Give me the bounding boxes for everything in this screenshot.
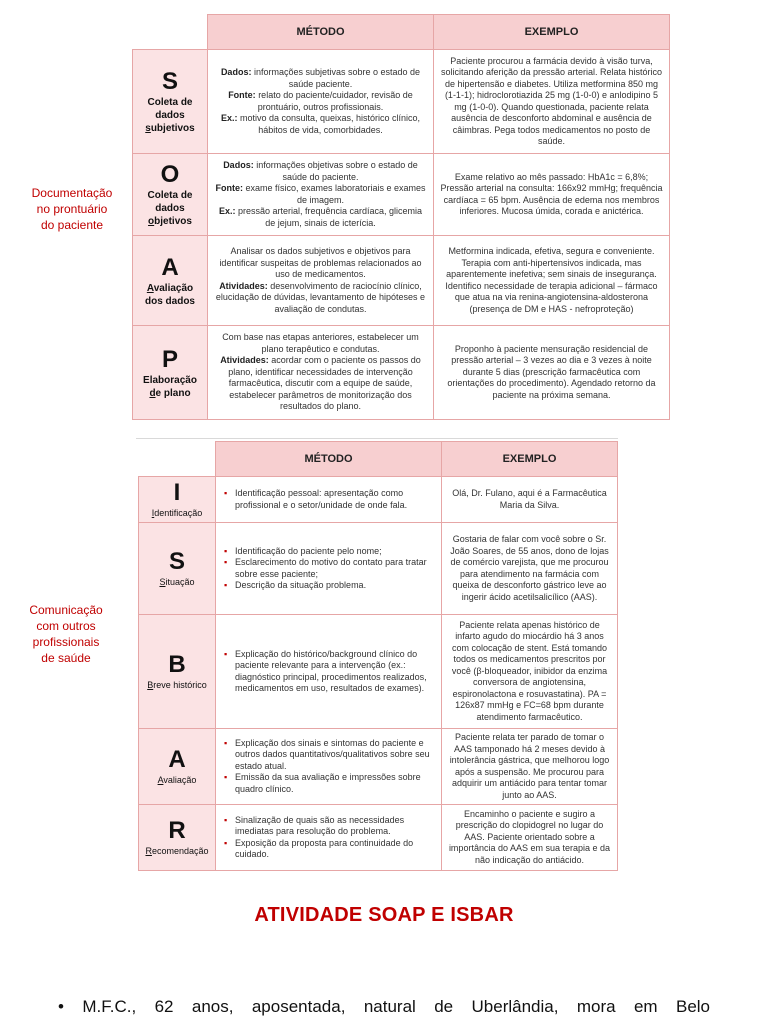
- isbar-example-cell: Paciente relata ter parado de tomar o AAS tamponado há 2 meses devido à intolerância gástrica, que melhorou logo após a suspensão. Me procurou para adquirir um antiácido para tentar tomar junto ao AAS.: [442, 729, 618, 805]
- isbar-letter: R: [168, 817, 186, 844]
- method-text: Analisar os dados subjetivos e objetivos para identificar suspeitas de problemas relacionados ao uso de medicamentos.: [219, 246, 422, 279]
- method-term: Atividades:: [219, 280, 268, 291]
- isbar-key-name: Avaliação: [157, 775, 197, 785]
- table-row: [139, 805, 618, 871]
- soap-key-p: [133, 326, 208, 420]
- isbar-letter: A: [168, 746, 186, 773]
- isbar-side-label-line: com outros: [36, 619, 96, 633]
- soap-key-name: de plano: [149, 387, 191, 399]
- isbar-key-r: [139, 805, 216, 871]
- method-term: Atividades:: [220, 355, 269, 366]
- soap-side-label: [16, 185, 128, 233]
- soap-key-name: dados: [155, 110, 185, 121]
- isbar-key-s: [139, 523, 216, 615]
- method-text: Com base nas etapas anteriores, estabelecer um plano terapêutico e condutas.: [222, 332, 419, 354]
- isbar-key-name: Breve histórico: [147, 680, 207, 690]
- soap-key-name: Coleta de: [147, 190, 193, 201]
- table-row: [133, 326, 670, 420]
- soap-method-cell: [208, 50, 434, 154]
- soap-method-cell: [208, 326, 434, 420]
- method-text: relato do paciente/cuidador, revisão de prontuário, outros profissionais.: [255, 90, 413, 112]
- method-text: exame físico, exames laboratoriais e exames de imagem.: [242, 183, 426, 205]
- soap-method-cell: [208, 154, 434, 236]
- isbar-key-b: [139, 615, 216, 729]
- soap-method-cell: [208, 236, 434, 326]
- table-row: [139, 477, 618, 523]
- soap-side-label-line: no prontuário: [36, 202, 108, 216]
- method-term: Fonte:: [215, 183, 243, 193]
- header-blank-cell: [133, 15, 208, 50]
- soap-side-label-line: Documentação: [31, 186, 113, 200]
- soap-header-row: [133, 15, 670, 50]
- soap-example-cell: Metformina indicada, efetiva, segura e conveniente. Terapia com anti-hipertensivos indicada, mas aparentemente inefetiva; sem sinais de insegurança. Identifico necessidade de terapia adicional – fármaco que atua na via renina-angiotensina-aldosterona (presença de DM e HAS - nefroproteção): [434, 236, 670, 326]
- soap-letter: A: [161, 253, 179, 281]
- isbar-letter: B: [168, 651, 186, 678]
- table-row: [139, 729, 618, 805]
- soap-key-a: [133, 236, 208, 326]
- isbar-example-header: EXEMPLO: [442, 442, 618, 477]
- page-title: ATIVIDADE SOAP E ISBAR: [254, 904, 514, 926]
- soap-key-name: Avaliação: [146, 282, 194, 294]
- soap-letter: S: [161, 68, 178, 95]
- isbar-method-cell: [216, 523, 442, 615]
- soap-key-name: objetivos: [148, 216, 192, 227]
- method-text: desenvolvimento de raciocínio clínico, elucidação de dúvidas, levantamento de hipóteses e avaliação de condutas.: [215, 280, 426, 314]
- list-item: ▪ Descrição da situação problema.: [235, 580, 436, 592]
- soap-key-name: Coleta de: [147, 97, 193, 108]
- isbar-key-i: [139, 477, 216, 523]
- isbar-method-cell: [216, 477, 442, 523]
- list-item: ▪ Explicação dos sinais e sintomas do paciente e outros dados quantitativos/qualitativos sobre seu estado atual.: [235, 738, 436, 773]
- table-row: [133, 154, 670, 236]
- isbar-example-cell: Encaminho o paciente e sugiro a prescrição do clopidogrel no lugar do AAS. Paciente orientado sobre a importância do AAS em sua terapia e da não indicação do antiácido.: [442, 805, 618, 871]
- isbar-example-cell: Olá, Dr. Fulano, aqui é a Farmacêutica Maria da Silva.: [442, 477, 618, 523]
- isbar-side-label-line: Comunicação: [29, 603, 103, 617]
- isbar-method-cell: [216, 729, 442, 805]
- header-blank-cell: [139, 442, 216, 477]
- soap-key-s: [133, 50, 208, 154]
- list-item: ▪ Exposição da proposta para continuidade do cuidado.: [235, 838, 436, 861]
- isbar-key-name: Situação: [159, 577, 195, 587]
- isbar-side-label: [10, 602, 122, 666]
- isbar-letter: S: [168, 548, 185, 575]
- method-text: motivo da consulta, queixas, histórico clínico, hábitos de vida, comorbidades.: [237, 113, 421, 135]
- isbar-example-cell: Paciente relata apenas histórico de infarto agudo do miocárdio há 3 anos com colocação de stent. Está tomando todos os medicamentos prescritos por você (β-bloqueador, inibidor da enzima conversora de angiotensina, espironolactona e rosuvastatina). PA = 126x87 mmHg e FC=68 bpm durante atendimento farmacêutico.: [442, 615, 618, 729]
- isbar-side-label-line: de saúde: [41, 651, 91, 665]
- isbar-key-name: Identificação: [151, 508, 203, 518]
- isbar-method-cell: [216, 615, 442, 729]
- soap-table: [132, 14, 670, 420]
- section-divider: [136, 438, 618, 439]
- list-item: ▪ Explicação do histórico/background clínico do paciente relevante para a intervenção (ex.: diagnóstico principal, procedimentos realizados, medicamentos em uso, resultados de exames).: [235, 649, 436, 695]
- list-item: ▪ Identificação do paciente pelo nome;: [235, 546, 436, 558]
- soap-letter: P: [161, 345, 178, 373]
- table-row: [133, 236, 670, 326]
- soap-key-name: dos dados: [144, 295, 195, 307]
- table-row: [139, 615, 618, 729]
- list-item: ▪ Emissão da sua avaliação e impressões sobre quadro clínico.: [235, 772, 436, 795]
- soap-key-name: subjetivos: [145, 123, 195, 134]
- isbar-example-cell: Gostaria de falar com você sobre o Sr. João Soares, de 55 anos, dono de lojas de comércio varejista, que me procurou para atendimento na farmácia com queixa de desconforto gástrico leve ao ingerir ácido acetilsalicílico (AAS).: [442, 523, 618, 615]
- isbar-key-a: [139, 729, 216, 805]
- method-term: Dados:: [220, 67, 252, 77]
- list-item: ▪ Esclarecimento do motivo do contato para tratar sobre esse paciente;: [235, 557, 436, 580]
- method-text: informações subjetivas sobre o estado de saúde paciente.: [251, 67, 421, 89]
- soap-example-header: EXEMPLO: [434, 15, 670, 50]
- table-row: [133, 50, 670, 154]
- isbar-letter: I: [173, 479, 181, 506]
- method-term: Ex.:: [220, 113, 238, 123]
- soap-side-label-line: do paciente: [40, 218, 104, 232]
- soap-example-cell: Paciente procurou a farmácia devido à visão turva, solicitando aferição da pressão arterial. Relata histórico de hipertensão e diabetes. Utiliza metformina 850 mg (1-1-1); hidroclorotiazida 25 mg (1-0-0) e anlodipino 5 mg (1-0-0). Quando questionada, paciente relata ausência de desconforto abdominal e ausência de câimbras. Pega todos medicamentos no posto de saúde.: [434, 50, 670, 154]
- table-row: [139, 523, 618, 615]
- isbar-side-label-line: profissionais: [32, 635, 100, 649]
- isbar-key-name: Recomendação: [145, 846, 209, 856]
- soap-letter: O: [160, 161, 180, 188]
- isbar-method-header: MÉTODO: [216, 442, 442, 477]
- isbar-table: [138, 441, 618, 871]
- case-text: • M.F.C., 62 anos, aposentada, natural de Uberlândia, mora em Belo: [58, 997, 710, 1016]
- list-item: ▪ Sinalização de quais são as necessidades imediatas para resolução do problema.: [235, 815, 436, 838]
- soap-example-cell: Exame relativo ao mês passado: HbA1c = 6,8%; Pressão arterial na consulta: 166x92 mmHg; frequência cardíaca = 65 bpm. Ausência de edema nos membros inferiores. Mucosa úmida, corada e anictérica.: [434, 154, 670, 236]
- method-term: Dados:: [223, 160, 254, 170]
- soap-key-o: [133, 154, 208, 236]
- method-text: acordar com o paciente os passos do plano, identificar necessidades de intervenção farmacêutica, discutir com a equipe de saúde, estabelecer parâmetros de monitorização dos resultados do plano.: [228, 355, 421, 412]
- list-item: ▪ Identificação pessoal: apresentação como profissional e o setor/unidade de onde fala.: [235, 488, 436, 511]
- method-term: Fonte:: [228, 90, 256, 100]
- method-term: Ex.:: [218, 206, 236, 216]
- soap-key-name: Elaboração: [143, 374, 197, 386]
- method-text: pressão arterial, frequência cardíaca, glicemia de jejum, sinais de icterícia.: [235, 206, 423, 228]
- soap-example-cell: Proponho à paciente mensuração residencial de pressão arterial – 3 vezes ao dia e 3 vezes à noite durante 5 dias (prescrição farmacêutica com orientações do procedimento). Agendado retorno da paciente na próxima semana.: [434, 326, 670, 420]
- isbar-header-row: [139, 442, 618, 477]
- isbar-method-cell: [216, 805, 442, 871]
- soap-key-name: dados: [155, 203, 185, 214]
- soap-method-header: MÉTODO: [208, 15, 434, 50]
- method-text: informações objetivas sobre o estado de saúde do paciente.: [253, 160, 418, 182]
